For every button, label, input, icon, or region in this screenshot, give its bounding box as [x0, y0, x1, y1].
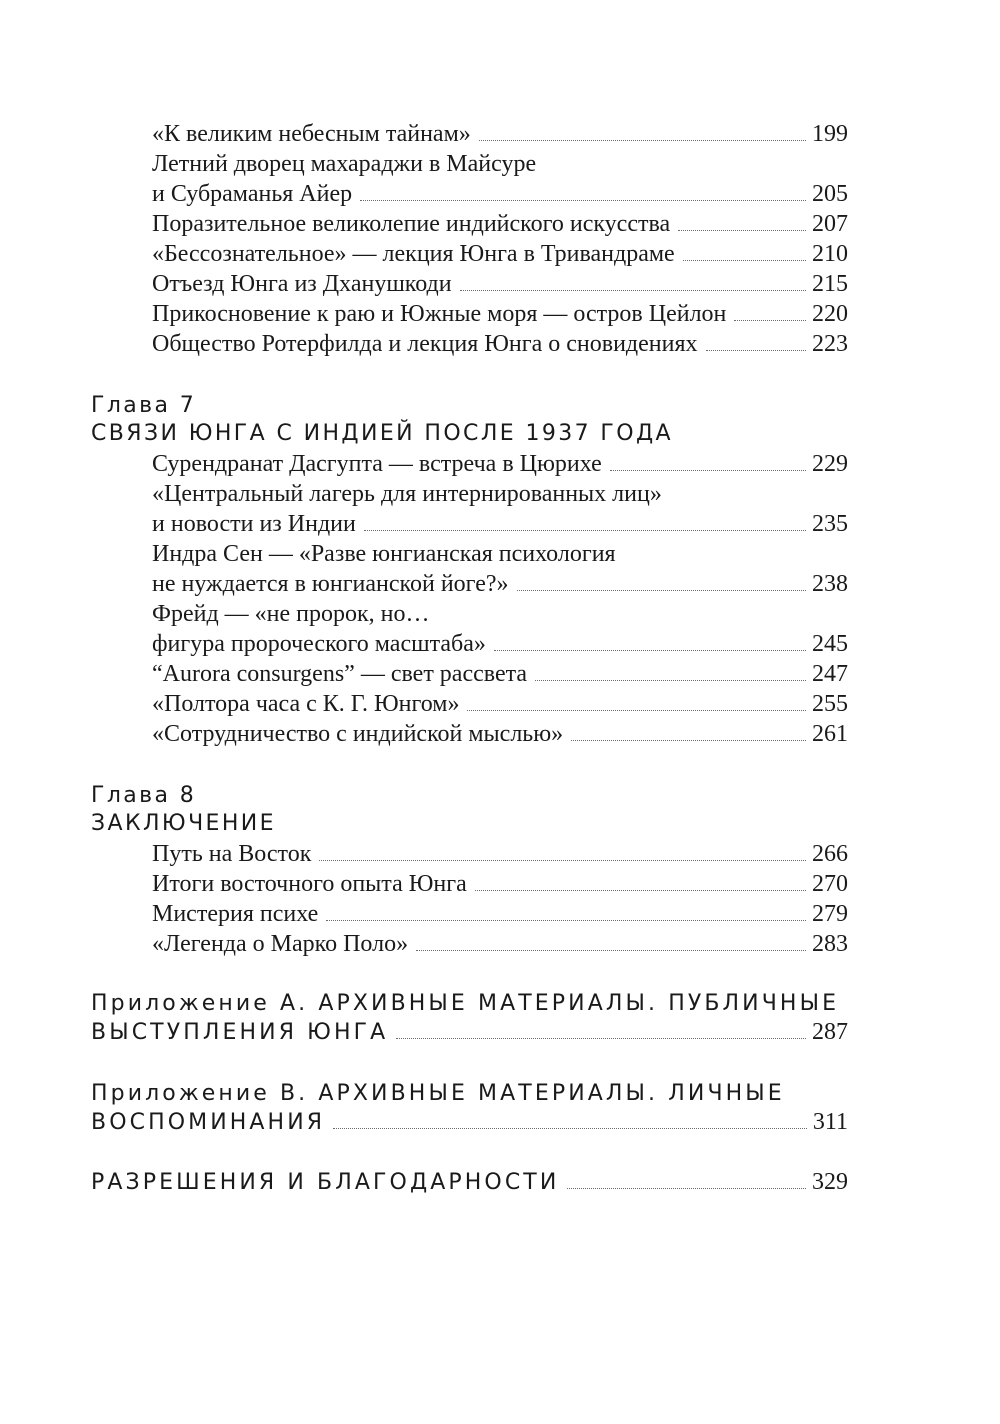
toc-entry-title: и Субраманья Айер	[152, 181, 353, 207]
toc-entry[interactable]	[152, 719, 848, 749]
toc-entry[interactable]	[152, 659, 848, 689]
toc-entry[interactable]	[152, 209, 848, 239]
chapter-label: Глава 7	[91, 393, 197, 418]
toc-entry-title: «Легенда о Марко Поло»	[152, 931, 409, 957]
toc-entry[interactable]	[152, 239, 848, 269]
toc-entry[interactable]	[152, 509, 848, 539]
toc-entry-title: «Бессознательное» — лекция Юнга в Тривандраме	[152, 241, 675, 267]
dot-leader	[706, 332, 806, 351]
dot-leader	[364, 512, 806, 531]
toc-entry-page: 229	[812, 451, 848, 477]
toc-entry[interactable]	[152, 899, 848, 929]
toc-entry[interactable]	[152, 629, 848, 659]
toc-entry-page: 279	[812, 901, 848, 927]
dot-leader	[416, 932, 806, 951]
toc-entry-page: 283	[812, 931, 848, 957]
appendix-a-entry[interactable]	[91, 1017, 848, 1047]
toc-entry-page: 199	[812, 121, 848, 147]
dot-leader	[319, 842, 806, 861]
toc-entry-title: Отъезд Юнга из Дханушкоди	[152, 271, 452, 297]
dot-leader	[517, 572, 807, 591]
toc-entry[interactable]	[152, 179, 848, 209]
toc-entry-title: Летний дворец махараджи в Майсуре	[152, 151, 537, 177]
toc-entry-title: «Полтора часа с К. Г. Юнгом»	[152, 691, 460, 717]
toc-entry-page: 266	[812, 841, 848, 867]
chapter-title[interactable]: ЗАКЛЮЧЕНИЕ	[91, 811, 276, 836]
toc-entry-title: «Центральный лагерь для интернированных лиц»	[152, 481, 662, 507]
chapter-title[interactable]: СВЯЗИ ЮНГА С ИНДИЕЙ ПОСЛЕ 1937 ГОДА	[91, 421, 674, 446]
appendix-a-title-line[interactable]: Приложение А. АРХИВНЫЕ МАТЕРИАЛЫ. ПУБЛИЧНЫЕ	[91, 991, 840, 1016]
toc-entry[interactable]	[152, 449, 848, 479]
permissions-title: РАЗРЕШЕНИЯ И БЛАГОДАРНОСТИ	[91, 1170, 560, 1195]
toc-entry-title: Прикосновение к раю и Южные моря — остров Цейлон	[152, 301, 727, 327]
toc-entry-title: «К великим небесным тайнам»	[152, 121, 471, 147]
toc-entry-title-line[interactable]	[152, 479, 848, 509]
toc-entry-page: 220	[812, 301, 848, 327]
toc-entry-title: Общество Ротерфилда и лекция Юнга о сновидениях	[152, 331, 698, 357]
toc-entry-page: 255	[812, 691, 848, 717]
toc-entry-title: не нуждается в юнгианской йоге?»	[152, 571, 509, 597]
toc-entry-title: Сурендранат Дасгупта — встреча в Цюрихе	[152, 451, 602, 477]
toc-entry[interactable]	[152, 869, 848, 899]
toc-entry-page: 235	[812, 511, 848, 537]
dot-leader	[326, 902, 806, 921]
toc-entry-page: 247	[812, 661, 848, 687]
toc-entry-page: 287	[812, 1019, 848, 1045]
dot-leader	[475, 872, 806, 891]
toc-entry-title: “Aurora consurgens” — свет рассвета	[152, 661, 528, 687]
dot-leader	[683, 242, 806, 261]
toc-entry-title: Индра Сен — «Разве юнгианская психология	[152, 541, 616, 567]
appendix-b-entry[interactable]	[91, 1107, 848, 1137]
dot-leader	[567, 1170, 806, 1189]
toc-entry-title: фигура пророческого масштаба»	[152, 631, 486, 657]
toc-entry-page: 270	[812, 871, 848, 897]
toc-entry-title-line[interactable]	[152, 539, 848, 569]
appendix-b-title: ВОСПОМИНАНИЯ	[91, 1110, 326, 1135]
toc-entry-page: 223	[812, 331, 848, 357]
toc-entry[interactable]	[152, 269, 848, 299]
dot-leader	[333, 1110, 807, 1129]
toc-entry-title: Путь на Восток	[152, 841, 312, 867]
toc-entry-title: и новости из Индии	[152, 511, 356, 537]
appendix-a-title: ВЫСТУПЛЕНИЯ ЮНГА	[91, 1020, 389, 1045]
toc-entry-page: 329	[812, 1169, 848, 1195]
toc-entry-title: Фрейд — «не пророк, но…	[152, 601, 430, 627]
toc-entry-page: 261	[812, 721, 848, 747]
toc-entry-title: Итоги восточного опыта Юнга	[152, 871, 467, 897]
toc-entry-page: 245	[812, 631, 848, 657]
toc-entry[interactable]	[152, 929, 848, 959]
dot-leader	[467, 692, 806, 711]
toc-entry-title: Мистерия психе	[152, 901, 319, 927]
toc-entry-title: Поразительное великолепие индийского искусства	[152, 211, 671, 237]
toc-entry-page: 205	[812, 181, 848, 207]
toc-entry-page: 210	[812, 241, 848, 267]
toc-entry[interactable]	[152, 839, 848, 869]
chapter-label: Глава 8	[91, 783, 197, 808]
dot-leader	[734, 302, 806, 321]
dot-leader	[535, 662, 806, 681]
toc-entry[interactable]	[152, 329, 848, 359]
dot-leader	[610, 452, 806, 471]
permissions-entry[interactable]	[91, 1167, 848, 1197]
toc-entry-title: «Сотрудничество с индийской мыслью»	[152, 721, 564, 747]
toc-entry-page: 311	[812, 1109, 848, 1135]
toc-entry-page: 215	[812, 271, 848, 297]
toc-entry-page: 207	[812, 211, 848, 237]
toc-entry[interactable]	[152, 569, 848, 599]
dot-leader	[479, 122, 806, 141]
toc-entry[interactable]	[152, 689, 848, 719]
dot-leader	[360, 182, 806, 201]
appendix-b-title-line[interactable]: Приложение В. АРХИВНЫЕ МАТЕРИАЛЫ. ЛИЧНЫЕ	[91, 1081, 785, 1106]
dot-leader	[460, 272, 806, 291]
toc-entry-title-line[interactable]	[152, 599, 848, 629]
dot-leader	[494, 632, 806, 651]
dot-leader	[571, 722, 806, 741]
toc-entry-title-line[interactable]	[152, 149, 848, 179]
toc-entry[interactable]	[152, 299, 848, 329]
toc-entry[interactable]	[152, 119, 848, 149]
dot-leader	[396, 1020, 806, 1039]
dot-leader	[678, 212, 806, 231]
toc-entry-page: 238	[812, 571, 848, 597]
